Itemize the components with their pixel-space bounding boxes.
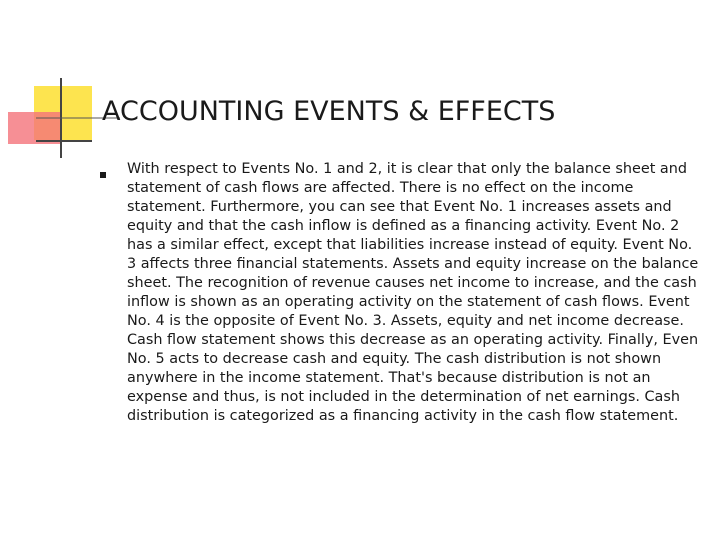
bullet-text: With respect to Events No. 1 and 2, it is clear that only the balance sheet and statement of cash flows are affected. There is no effect on the income statement. Furthermore, you can see that Event No. 1 increases assets and equity and that the cash inflow is defined as a financing activity. Event No. 2 has a similar effect, except that liabilities increase instead of equity. Event No. 3 affects three financial statements. Assets and equity increase on the balance sheet. The recognition of revenue causes net income to increase, and the cash inflow is shown as an operating activity on the statement of cash flows. Event No. 4 is the opposite of Event No. 3. Assets, equity and net income decrease. Cash flow statement shows this decrease as an operating activity. Finally, Even No. 5 acts to decrease cash and equity. The cash distribution is not shown anywhere in the income statement. That's because distribution is not an expense and thus, is not included in the determination of net earnings. Cash distribution is categorized as a financing activity in the cash flow statement. — [127, 161, 699, 424]
slide-title: ACCOUNTING EVENTS & EFFECTS — [102, 96, 556, 127]
decor-pink-square — [8, 112, 60, 144]
bullet-marker — [100, 172, 106, 178]
